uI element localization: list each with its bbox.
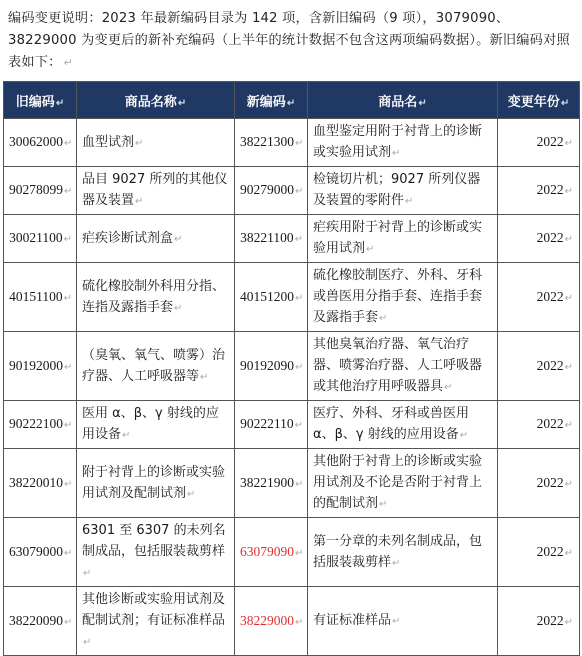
cell-end-mark-icon: ↵: [135, 137, 144, 149]
old-name-cell: [77, 332, 235, 401]
new-code-cell: [235, 263, 308, 332]
old-code-cell: [4, 263, 77, 332]
new-name-text: 有证标准样品: [313, 613, 392, 628]
old-name-text: （臭氧、氧气、喷雾）治疗器、人工呼吸器等: [82, 347, 226, 384]
cell-end-mark-icon: ↵: [405, 196, 414, 207]
cell-end-mark-icon: ↵: [366, 244, 375, 255]
intro-paragraph: [8, 8, 576, 74]
new-code-text: 90279000: [240, 182, 294, 197]
year-cell: [498, 587, 580, 656]
table-row: [4, 449, 580, 518]
table-body: [4, 119, 580, 656]
old-name-cell: [77, 449, 235, 518]
year-text: 2022: [536, 357, 564, 373]
new-code-text: 38221300: [240, 134, 294, 149]
cell-end-mark-icon: ↵: [564, 186, 573, 197]
cell-end-mark-icon: ↵: [392, 148, 401, 159]
cell-end-mark-icon: ↵: [64, 478, 73, 490]
new-code-text: 40151200: [240, 288, 294, 304]
year-cell: [498, 263, 580, 332]
new-name-text: 其他附于衬背上的诊断或实验用试剂及不论是否附于衬背上的配制试剂: [313, 454, 483, 511]
year-text: 2022: [536, 288, 564, 304]
old-name-cell: [77, 518, 235, 587]
cell-end-mark-icon: ↵: [64, 186, 73, 197]
year-cell: [498, 119, 580, 167]
cell-end-mark-icon: ↵: [200, 371, 209, 383]
old-name-text: 血型试剂: [82, 134, 135, 150]
old-code-text: 38220010: [9, 474, 63, 490]
old-code-cell: [4, 401, 77, 449]
old-code-cell: [4, 587, 77, 656]
header-year: 变更年份↵: [498, 82, 580, 119]
old-name-cell: [77, 263, 235, 332]
new-code-text: 63079090: [240, 543, 294, 559]
old-code-cell: [4, 167, 77, 215]
old-code-text: 63079000: [9, 543, 63, 559]
year-cell: [498, 167, 580, 215]
cell-end-mark-icon: ↵: [392, 616, 401, 627]
new-name-cell: [308, 587, 498, 656]
new-name-cell: [308, 215, 498, 263]
new-code-cell: [235, 332, 308, 401]
cell-end-mark-icon: ↵: [564, 420, 573, 431]
new-name-text: 血型鉴定用附于衬背上的诊断或实验用试剂: [313, 124, 483, 160]
table-row: [4, 167, 580, 215]
new-code-cell: [235, 401, 308, 449]
cell-end-mark-icon: ↵: [564, 361, 573, 373]
header-new-code: 新编码↵: [235, 82, 308, 119]
year-cell: [498, 332, 580, 401]
table-row: [4, 119, 580, 167]
cell-end-mark-icon: ↵: [295, 361, 304, 373]
table-row: [4, 215, 580, 263]
cell-end-mark-icon: ↵: [564, 292, 573, 304]
new-name-text: 其他臭氧治疗器、氧气治疗器、喷雾治疗器、人工呼吸器或其他治疗用呼吸器具: [313, 337, 483, 394]
table-row: [4, 518, 580, 587]
old-code-cell: [4, 215, 77, 263]
new-code-text: 38229000: [240, 612, 294, 628]
cell-end-mark-icon: ↵: [135, 196, 144, 207]
cell-end-mark-icon: ↵: [63, 292, 72, 304]
table-row: [4, 332, 580, 401]
new-code-text: 90192090: [240, 357, 294, 373]
new-name-cell: [308, 263, 498, 332]
new-code-cell: [235, 518, 308, 587]
cell-end-mark-icon: ↵: [83, 568, 92, 579]
new-name-text: 疟疾用附于衬背上的诊断或实验用试剂: [313, 220, 483, 256]
old-name-text: 品目 9027 所列的其他仪器及装置: [82, 172, 228, 208]
year-cell: [498, 215, 580, 263]
old-code-text: 90192000: [9, 357, 63, 373]
new-name-text: 第一分章的未列名制成品，包括服装裁剪样: [313, 533, 483, 570]
table-row: [4, 587, 580, 656]
paragraph-mark-icon: ↵: [63, 56, 73, 69]
old-name-cell: [77, 119, 235, 167]
new-code-text: 38221900: [240, 474, 294, 490]
new-code-cell: [235, 449, 308, 518]
old-code-cell: [4, 449, 77, 518]
cell-end-mark-icon: ↵: [295, 138, 304, 149]
old-name-text: 医用 α、β、γ 射线的应用设备: [82, 406, 219, 442]
cell-end-mark-icon: ↵: [564, 234, 573, 245]
cell-end-mark-icon: ↵: [295, 547, 304, 559]
new-name-cell: [308, 401, 498, 449]
old-code-cell: [4, 332, 77, 401]
cell-end-mark-icon: ↵: [392, 557, 401, 569]
header-row: [4, 82, 580, 119]
intro-text: 编码变更说明：2023 年最新编码目录为 142 项，含新旧编码（9 项），3079090、38229000 为变更后的新补充编码（上半年的统计数据不包含这两项编码数据）。新旧编码对照表如下：: [8, 11, 570, 70]
old-name-text: 其他诊断或实验用试剂及配制试剂；有证标准样品: [82, 592, 226, 628]
old-code-text: 90222100: [9, 416, 63, 431]
cell-end-mark-icon: ↵: [83, 637, 92, 648]
old-code-cell: [4, 119, 77, 167]
new-name-cell: [308, 332, 498, 401]
old-name-cell: [77, 587, 235, 656]
old-name-cell: [77, 401, 235, 449]
cell-end-mark-icon: ↵: [294, 234, 303, 245]
cell-end-mark-icon: ↵: [64, 420, 73, 431]
old-code-text: 40151100: [9, 288, 63, 304]
old-code-text: 38220090: [9, 612, 63, 628]
new-name-cell: [308, 167, 498, 215]
cell-end-mark-icon: ↵: [564, 138, 573, 149]
cell-end-mark-icon: ↵: [564, 547, 573, 559]
cell-end-mark-icon: ↵: [64, 361, 73, 373]
old-name-text: 6301 至 6307 的未列名制成品，包括服装裁剪样: [82, 523, 226, 559]
cell-end-mark-icon: ↵: [564, 478, 573, 490]
header-new-name: 商品名↵: [308, 82, 498, 119]
old-name-text: 硫化橡胶制外科用分指、连指及露指手套: [82, 278, 226, 315]
year-text: 2022: [536, 416, 564, 431]
old-name-text: 疟疾诊断试剂盒: [82, 230, 174, 246]
cell-end-mark-icon: ↵: [295, 616, 304, 628]
new-code-cell: [235, 215, 308, 263]
cell-end-mark-icon: ↵: [295, 478, 304, 490]
new-name-text: 检镜切片机；9027 所列仪器及装置的零附件: [313, 172, 481, 208]
cell-end-mark-icon: ↵: [444, 382, 453, 393]
cell-end-mark-icon: ↵: [564, 616, 573, 628]
old-name-cell: [77, 167, 235, 215]
old-code-text: 90278099: [9, 182, 63, 197]
table-row: [4, 401, 580, 449]
cell-end-mark-icon: ↵: [64, 547, 73, 559]
year-text: 2022: [536, 230, 564, 245]
cell-end-mark-icon: ↵: [187, 488, 196, 500]
header-old-name: 商品名称↵: [77, 82, 235, 119]
cell-end-mark-icon: ↵: [64, 616, 73, 628]
old-code-text: 30021100: [9, 230, 63, 245]
cell-end-mark-icon: ↵: [295, 292, 304, 304]
new-code-cell: [235, 119, 308, 167]
old-code-cell: [4, 518, 77, 587]
table-row: [4, 263, 580, 332]
cell-end-mark-icon: ↵: [64, 138, 73, 149]
header-old-code: 旧编码↵: [4, 82, 77, 119]
year-text: 2022: [536, 612, 564, 628]
old-name-cell: [77, 215, 235, 263]
cell-end-mark-icon: ↵: [379, 313, 388, 324]
new-code-text: 38221100: [240, 230, 294, 245]
cell-end-mark-icon: ↵: [174, 233, 183, 245]
year-text: 2022: [536, 182, 564, 197]
code-mapping-table: [3, 81, 580, 656]
new-code-cell: [235, 167, 308, 215]
new-code-text: 90222110: [240, 416, 294, 431]
year-text: 2022: [536, 134, 564, 149]
new-name-cell: [308, 449, 498, 518]
new-name-cell: [308, 119, 498, 167]
new-name-text: 硫化橡胶制医疗、外科、牙科或兽医用分指手套、连指手套及露指手套: [313, 268, 483, 325]
new-name-cell: [308, 518, 498, 587]
cell-end-mark-icon: ↵: [379, 499, 388, 510]
cell-end-mark-icon: ↵: [63, 234, 72, 245]
cell-end-mark-icon: ↵: [295, 186, 304, 197]
new-name-text: 医疗、外科、牙科或兽医用 α、β、γ 射线的应用设备: [313, 406, 470, 442]
old-name-text: 附于衬背上的诊断或实验用试剂及配制试剂: [82, 464, 226, 501]
year-cell: [498, 449, 580, 518]
cell-end-mark-icon: ↵: [459, 430, 469, 441]
year-cell: [498, 518, 580, 587]
new-code-cell: [235, 587, 308, 656]
cell-end-mark-icon: ↵: [174, 302, 183, 314]
cell-end-mark-icon: ↵: [122, 430, 131, 441]
year-text: 2022: [536, 543, 564, 559]
cell-end-mark-icon: ↵: [294, 420, 303, 431]
year-cell: [498, 401, 580, 449]
year-text: 2022: [536, 474, 564, 490]
old-code-text: 30062000: [9, 134, 63, 149]
